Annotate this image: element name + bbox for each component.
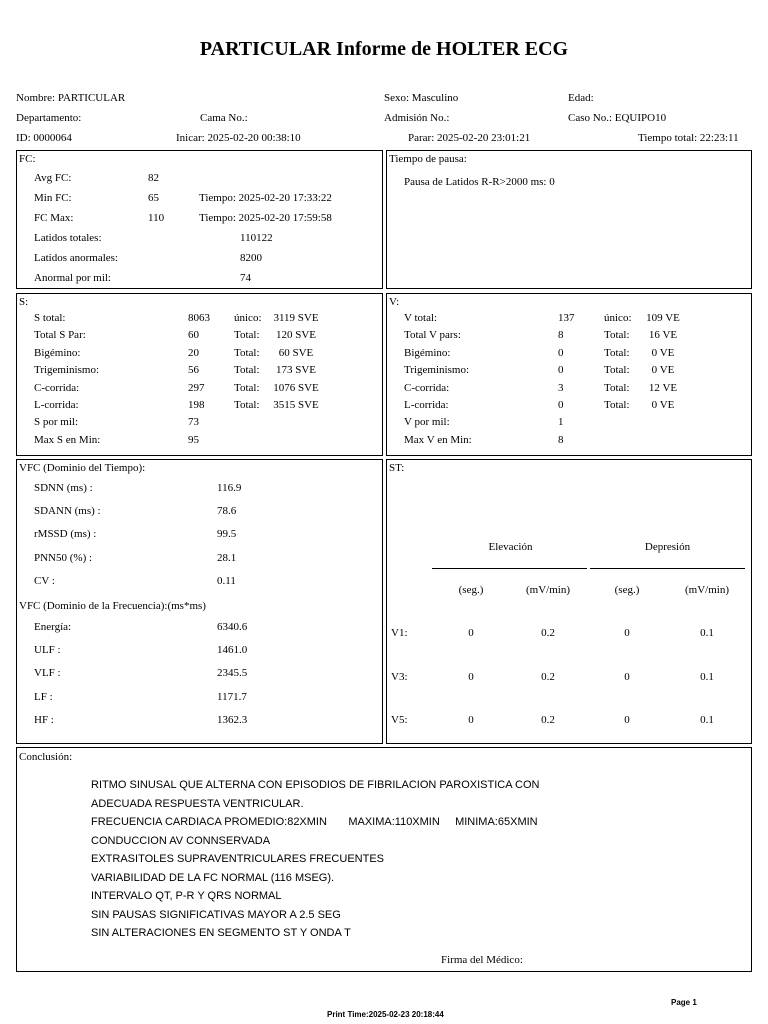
vfc-freq-value: 2345.5 — [217, 667, 248, 680]
vfc-time-value: 78.6 — [217, 505, 237, 518]
v-row-label: V por mil: — [404, 416, 450, 429]
fc-section — [16, 150, 383, 289]
st-value: 0 — [624, 714, 630, 726]
print-time: Print Time:2025-02-23 20:18:44 — [327, 1010, 444, 1019]
s-row-extra-value: 60 SVE — [278, 346, 314, 359]
v-row-label: C-corrida: — [404, 381, 450, 394]
s-row-label: L-corrida: — [34, 399, 79, 411]
total-time: Tiempo total: 22:23:11 — [638, 132, 739, 144]
v-row-value: 1 — [558, 416, 564, 429]
vfc-time-value: 116.9 — [217, 482, 242, 494]
st-value: 0.2 — [541, 714, 555, 726]
conclusion-line: VARIABILIDAD DE LA FC NORMAL (116 MSEG). — [91, 871, 335, 884]
s-row-extra-label: Total: — [234, 399, 260, 411]
s-row-label: S por mil: — [34, 416, 79, 429]
v-row-value: 8 — [558, 433, 564, 446]
s-row-value: 73 — [188, 416, 199, 429]
vfc-freq-label: ULF : — [34, 644, 61, 657]
st-value: 0.2 — [541, 627, 555, 639]
vfc-freq-label: Energía: — [34, 621, 72, 633]
depression-underline — [590, 568, 745, 569]
st-sub-3: (mV/min) — [685, 584, 729, 596]
vfc-section — [16, 459, 383, 744]
st-value: 0.1 — [700, 714, 714, 726]
s-row-label: S total: — [34, 312, 66, 324]
vfc-time-label: SDANN (ms) : — [34, 505, 101, 518]
s-row-extra-value: 120 SVE — [275, 329, 317, 342]
s-row-label: C-corrida: — [34, 381, 80, 394]
st-sub-2: (seg.) — [614, 584, 640, 596]
v-row-extra-label: Total: — [604, 381, 630, 394]
v-row-extra-label: Total: — [604, 399, 630, 411]
vfc-freq-label: VLF : — [34, 667, 61, 680]
s-row-value: 95 — [188, 433, 199, 446]
st-lead-label: V1: — [391, 627, 408, 639]
total-beats-label: Latidos totales: — [34, 232, 102, 244]
v-row-value: 0 — [558, 399, 564, 411]
min-fc-value: 65 — [148, 192, 159, 204]
pause-text: Pausa de Latidos R-R>2000 ms: 0 — [404, 176, 555, 188]
s-row-extra-value: 173 SVE — [275, 364, 317, 377]
v-row-value: 3 — [558, 381, 564, 394]
st-value: 0 — [624, 627, 630, 639]
s-row-value: 297 — [188, 381, 205, 394]
max-fc-value: 110 — [148, 212, 165, 224]
start-time: Inicar: 2025-02-20 00:38:10 — [176, 132, 301, 144]
st-value: 0 — [468, 670, 474, 683]
v-row-extra-label: Total: — [604, 346, 630, 359]
bed-number: Cama No.: — [200, 112, 248, 124]
physician-signature-label: Firma del Médico: — [441, 954, 523, 966]
v-row-value: 137 — [558, 312, 575, 324]
pause-header: Tiempo de pausa: — [389, 153, 467, 165]
vfc-time-value: 99.5 — [217, 528, 237, 541]
s-row-extra-label: Total: — [234, 329, 260, 342]
conclusion-line: INTERVALO QT, P-R Y QRS NORMAL — [91, 890, 282, 902]
min-fc-label: Min FC: — [34, 192, 72, 204]
v-row-extra-value: 0 VE — [651, 364, 675, 377]
v-row-label: Max V en Min: — [404, 433, 472, 446]
v-row-value: 8 — [558, 329, 564, 342]
vfc-freq-value: 6340.6 — [217, 621, 248, 633]
vfc-freq-header: VFC (Dominio de la Frecuencia):(ms*ms) — [19, 600, 206, 612]
max-fc-time: Tiempo: 2025-02-20 17:59:58 — [199, 212, 332, 224]
admission-number: Admisión No.: — [384, 112, 450, 124]
st-lead-label: V5: — [391, 714, 408, 726]
st-value: 0 — [468, 627, 474, 639]
s-row-extra-value: 3119 SVE — [273, 312, 319, 324]
elevation-underline — [432, 568, 587, 569]
max-fc-label: FC Max: — [34, 212, 74, 224]
v-row-value: 0 — [558, 346, 564, 359]
v-row-extra-value: 12 VE — [648, 381, 678, 394]
conclusion-line: SIN ALTERACIONES EN SEGMENTO ST Y ONDA T — [91, 927, 351, 939]
v-header: V: — [389, 296, 400, 308]
s-row-value: 198 — [188, 399, 205, 411]
conclusion-line: ADECUADA RESPUESTA VENTRICULAR. — [91, 797, 304, 810]
st-lead-label: V3: — [391, 670, 408, 683]
st-elevation-header: Elevación — [488, 541, 533, 553]
v-row-label: L-corrida: — [404, 399, 449, 411]
abnormal-per-mil-value: 74 — [240, 272, 251, 284]
vfc-time-value: 28.1 — [217, 551, 237, 564]
pause-section — [386, 150, 752, 289]
conclusion-header: Conclusión: — [19, 751, 73, 763]
v-row-label: Trigeminismo: — [404, 364, 469, 377]
v-row-value: 0 — [558, 364, 564, 377]
s-row-label: Max S en Min: — [34, 433, 101, 446]
conclusion-line: RITMO SINUSAL QUE ALTERNA CON EPISODIOS DE FIBRILACION PAROXISTICA CON — [91, 779, 540, 791]
v-row-extra-label: único: — [604, 312, 632, 324]
avg-fc-label: Avg FC: — [34, 172, 72, 184]
s-row-value: 56 — [188, 364, 199, 377]
st-value: 0 — [624, 670, 630, 683]
v-row-extra-label: Total: — [604, 364, 630, 377]
vfc-freq-value: 1362.3 — [217, 713, 248, 726]
v-row-extra-value: 0 VE — [651, 399, 675, 411]
vfc-time-label: CV : — [34, 574, 55, 587]
st-value: 0.1 — [700, 627, 714, 639]
min-fc-time: Tiempo: 2025-02-20 17:33:22 — [199, 192, 332, 204]
v-row-label: Total V pars: — [404, 329, 461, 342]
patient-name: Nombre: PARTICULAR — [16, 92, 126, 104]
vfc-time-value: 0.11 — [217, 574, 236, 587]
avg-fc-value: 82 — [148, 172, 159, 184]
conclusion-line: FRECUENCIA CARDIACA PROMEDIO:82XMIN MAXIMA:110XMIN MINIMA:65XMIN — [91, 816, 538, 828]
st-value: 0.2 — [541, 670, 555, 683]
patient-sex: Sexo: Masculino — [384, 92, 459, 104]
s-row-value: 60 — [188, 329, 199, 342]
st-sub-1: (mV/min) — [526, 584, 570, 596]
abnormal-per-mil-label: Anormal por mil: — [34, 272, 111, 284]
s-row-extra-label: único: — [234, 312, 262, 324]
s-row-value: 20 — [188, 346, 199, 359]
st-section — [386, 459, 752, 744]
s-row-label: Total S Par: — [34, 329, 86, 342]
patient-age: Edad: — [568, 92, 594, 104]
page-number: Page 1 — [671, 998, 697, 1007]
v-row-extra-label: Total: — [604, 329, 630, 342]
vfc-freq-value: 1171.7 — [217, 690, 247, 703]
conclusion-line: SIN PAUSAS SIGNIFICATIVAS MAYOR A 2.5 SEG — [91, 908, 341, 921]
conclusion-line: EXTRASITOLES SUPRAVENTRICULARES FRECUENTES — [91, 853, 384, 865]
department: Departamento: — [16, 112, 82, 124]
v-section — [386, 293, 752, 456]
st-sub-0: (seg.) — [458, 584, 484, 596]
abnormal-beats-value: 8200 — [240, 252, 262, 264]
s-row-extra-value: 3515 SVE — [273, 399, 319, 411]
st-value: 0 — [468, 714, 474, 726]
v-row-extra-value: 16 VE — [648, 329, 678, 342]
st-header: ST: — [389, 462, 405, 474]
conclusion-section — [16, 747, 752, 972]
s-row-extra-label: Total: — [234, 364, 260, 377]
vfc-time-label: PNN50 (%) : — [34, 551, 93, 564]
s-row-extra-label: Total: — [234, 346, 260, 359]
s-row-extra-label: Total: — [234, 381, 260, 394]
vfc-freq-label: HF : — [34, 713, 54, 726]
patient-id: ID: 0000064 — [16, 132, 72, 144]
s-row-label: Bigémino: — [34, 346, 81, 359]
fc-header: FC: — [19, 153, 36, 165]
case-number: Caso No.: EQUIPO10 — [568, 112, 667, 124]
s-header: S: — [19, 296, 29, 308]
vfc-time-header: VFC (Dominio del Tiempo): — [19, 462, 146, 474]
v-row-label: V total: — [404, 312, 438, 324]
s-row-value: 8063 — [188, 312, 210, 324]
s-section — [16, 293, 383, 456]
st-value: 0.1 — [700, 670, 714, 683]
total-beats-value: 110122 — [240, 232, 273, 244]
v-row-extra-value: 0 VE — [651, 346, 675, 359]
vfc-time-label: rMSSD (ms) : — [34, 528, 97, 541]
abnormal-beats-label: Latidos anormales: — [34, 252, 119, 264]
s-row-label: Trigeminismo: — [34, 364, 99, 377]
vfc-freq-label: LF : — [34, 690, 53, 703]
report-title: PARTICULAR Informe de HOLTER ECG — [199, 38, 569, 60]
v-row-label: Bigémino: — [404, 346, 451, 359]
st-depression-header: Depresión — [644, 541, 691, 553]
stop-time: Parar: 2025-02-20 23:01:21 — [408, 132, 531, 144]
v-row-extra-value: 109 VE — [646, 312, 680, 324]
vfc-freq-value: 1461.0 — [217, 644, 248, 657]
s-row-extra-value: 1076 SVE — [273, 381, 319, 394]
vfc-time-label: SDNN (ms) : — [34, 482, 93, 494]
conclusion-line: CONDUCCION AV CONNSERVADA — [91, 834, 271, 847]
